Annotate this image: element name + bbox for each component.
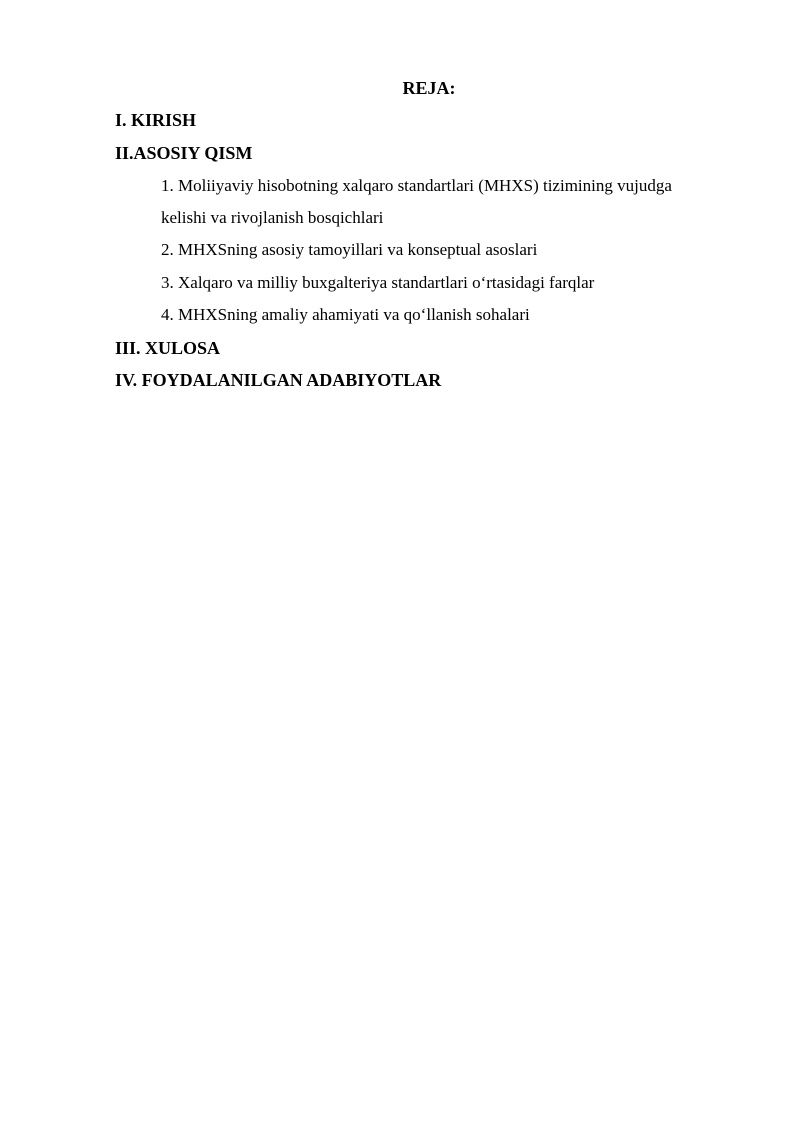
list-item-1-continuation: kelishi va rivojlanish bosqichlari [161,208,384,227]
list-item-4: 4. MHXSning amaliy ahamiyati va qo‘llanish sohalari [161,305,530,324]
list-item-3: 3. Xalqaro va milliy buxgalteriya standartlari o‘rtasidagi farqlar [161,273,595,292]
list-item-1: 1. Moliiyaviy hisobotning xalqaro standartlari (MHXS) tizimining vujudga [161,176,672,195]
document-title: REJA: [402,78,456,98]
section-heading-main: II.ASOSIY QISM [115,143,253,163]
section-heading-intro: I. KIRISH [115,110,197,130]
list-item-2: 2. MHXSning asosiy tamoyillari va konseptual asoslari [161,240,538,259]
section-heading-references: IV. FOYDALANILGAN ADABIYOTLAR [115,370,442,390]
section-heading-conclusion: III. XULOSA [115,338,221,358]
